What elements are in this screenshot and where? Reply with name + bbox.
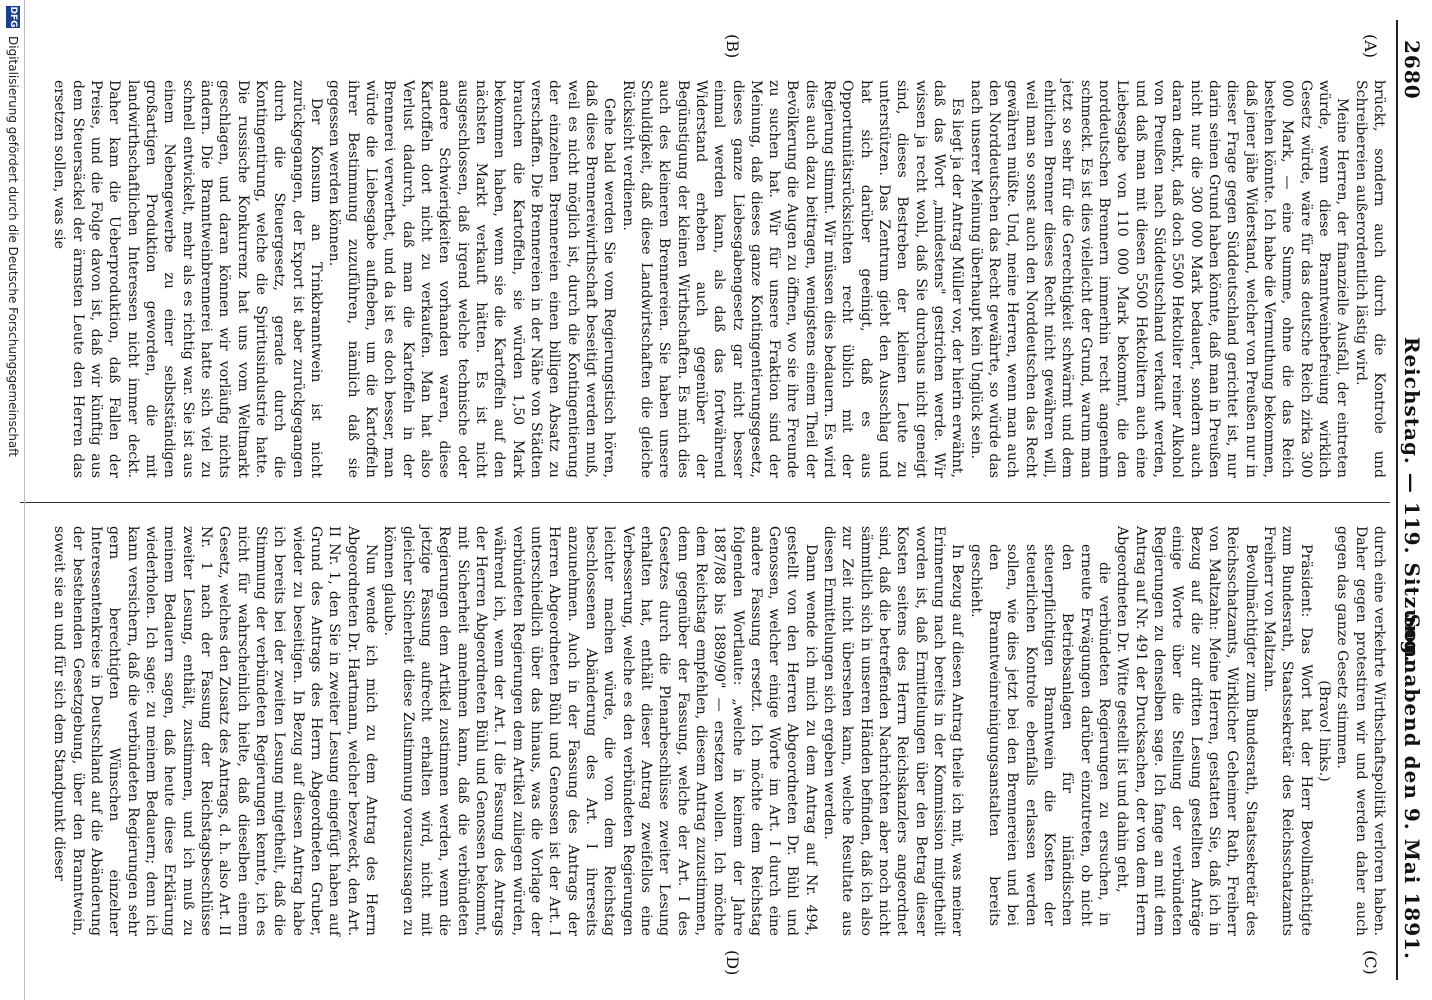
margin-marker-b: (B) bbox=[723, 34, 742, 59]
paragraph: Meine Herren, der finanzielle Ausfall, der eintreten würde, wenn diese Branntweinbefreiung wirklich Gesetz würde, wäre für das deutsche Reich zirka 300 000 Mark, — eine Summe, ohne die das Reich bestehen könnte. Ich habe die Vermuthung bekommen, daß jener jähe Widerstand, welcher von Preußen nur in dieser Frage gegen Süddeutschland gerichtet ist, nur darin seinen Grund haben könnte, daß man in Preußen nicht nur die 300 000 Mark bedauert, sondern auch daran denkt, daß doch 5500 Hektoliter reiner Alkohol von Preußen nach Süddeutschland verkauft werden, und daß man mit diesen 5500 Hektolitern auch eine Liebesgabe von 110 000 Mark bekommt, die den norddeutschen Brennern immerhin recht angenehm schmeckt. Es ist dies vielleicht der Grund, warum man jetzt so sehr für die Gerechtigkeit schwärmt und dem ehrlichen Brenner dieses Recht nicht gewähren will, weil man so sonst auch den Norddeutschen das Recht gewähren müßte. Und, meine Herren, wenn man auch den Norddeutschen das Recht gewährte, so würde das nach unserer Meinung überhaupt kein Unglück sein. bbox=[967, 80, 1351, 478]
margin-marker-c: (C) bbox=[1361, 950, 1380, 975]
paragraph: Es liegt ja der Antrag Müller vor, der hierin erwähnt, daß das Wort „mindestens" gestrichen werde. Wir wissen ja recht wohl, daß Sie durchaus nicht geneigt sind, dieses Bestreben der kleinen Leute zu unterstützen. Das Zentrum giebt den Ausschlag und hat sich darüber geeinigt, daß es aus Opportunitätsrücksichten recht üblich mit der Regierung stimmt. Wir müssen dies bedauern. Es wird dies auch dazu beitragen, wenigstens einem Theil der Bevölkerung die Augen zu öffnen, wo sie ihre Freunde zu suchen hat. Wir für unsere Fraktion sind der Meinung, daß dieses ganze Kontingentierungsgesetz, dieses ganze Liebesgabengesetz gar nicht besser einmal werden kann, als daß das fortwährend Widerstand erheben auch gegenüber der Begünstigung der kleinen Wirthschaften. Es mich dies auch des kleineren Brennereien. Sie haben unsere Schuldigkeit, daß diese Landwirtschaften die gleiche Rücksicht verdienen. bbox=[619, 80, 966, 478]
running-date: Sonnabend den 9. Mai 1891. bbox=[1400, 613, 1424, 960]
footer-credit-bar bbox=[0, 0, 25, 1000]
left-column bbox=[50, 80, 1388, 478]
margin-marker-a: (A) bbox=[1361, 34, 1380, 59]
paragraph: In Bezug auf diesen Antrag theile ich mit, was meiner Erinnerung nach bereits in der Kommission mitgetheilt worden ist, daß Ermittelungen über den Betrag dieser Kosten seitens des Herrn Reichskanzlers angeordnet sind, daß die betreffenden Nachrichten aber noch nicht sämmtlich sich in unseren Händen befinden, daß ich also zur Zeit nicht übersehen kann, welche Resultate aus diesen Ermittelungen sich ergeben werden. bbox=[821, 526, 966, 936]
paragraph: Dann wende ich mich zu dem Antrag auf Nr. 494, gestellt von den Herren Abgeordneten Dr. Bühl und Genossen, welcher einige Worte im Art. I durch eine andere Fassung ersetzt. Ich möchte dem Reichstag folgenden Wortlaute: „welche in keinem der Jahre 1887/88 bis 1889/90" — ersetzen wollen. Ich möchte dem Reichstag empfehlen, diesem Antrag zuzustimmen, denn gegenüber der Fassung, welche der Art. I des Gesetzes durch die Plenarbeschlüsse zweiter Lesung erhalten hat, enthält dieser Antrag zweifellos eine Verbesserung, welche es den verbündeten Regierungen leichter machen würde, die von dem Reichstag beschlossenen Abänderung des Art. I ihrerseits anzunehmen. Auch in der Fassung des Antrags der Herren Abgeordneten Bühl und Genossen ist der Art. I unterschiedlich über das hinaus, was die Vorlage der verbündeten Regierungen dem Artikel zuliegen würden, während ich, wenn der Art. I die Fassung des Antrags der Herren Abgeordneten Bühl und Genossen bekommt, mit Sicherheit annehmen kann, daß die verbündeten Regierungen dem Artikel zustimmen werden, wenn die jetzige Fassung aufrecht erhalten wird, nicht mit gleicher Sicherheit diese Zustimmung vorauszusagen zu können glaube. bbox=[381, 526, 819, 936]
page-number: 2680 bbox=[1400, 40, 1424, 100]
digitization-credit: Digitalisierung gefördert durch die Deutsche Forschungsgemeinschaft bbox=[6, 36, 20, 458]
column-divider bbox=[20, 502, 1390, 503]
paragraph: Nun wende ich mich zu dem Antrag des Herrn Abgeordneten Dr. Hartmann, welcher bezweckt, den Art. II Nr. 1, den Sie in zweiter Lesung eingefügt haben auf Grund des Antrags des Herrn Abgeordneten Gruber, wieder zu beseitigen. In Bezug auf diesen Antrag habe ich bereits bei der zweiten Lesung mitgetheilt, daß die Stimmung der verbündeten Regierungen kennte, ich es nicht für wahrscheinlich hielte, daß dieselben einem Gesetz, welches den Zusatz des Antrags, d. h. also Art. II Nr. 1 nach der Fassung der Reichstagsbeschlüsse zweiter Lesung, enthält, zustimmen, und ich muß zu meinem Bedauern sagen, daß heute diese Erklärung wiederholen. Ich sage: zu meinem Bedauern; denn ich kann versichern, daß die verbündeten Regierungen sehr gern berechtigten Wünschen einzelner Interessentenkreise in Deutschland auf die Abänderung der bestehenden Gesetzgebung, über den Branntwein, soweit sie an und für sich dem Standpunkt dieser bbox=[51, 526, 379, 936]
paragraph: Der Konsum an Trinkbranntwein ist nicht zurückgegangen, der Export ist aber zurückgegangen durch die Steuergesetz, gerade durch die Kontingentirung, welche die Spiritusindustrie hatte. Die russische Konkurrenz hat uns vom Weltmarkt geschlagen, und daran können wir vorläufig nichts ändern. Die Branntweinbrennerei hatte sich viel zu schnell entwickelt, mehr als es richtig war. Sie ist aus einem Nebengewerbe zu einer selbstständigen großartigen Produktion geworden, die mit landwirthschaftlichen Interessen nicht immer deckt. Daher kam die Ueberproduktion, daß Fallen der Preise, und die Folge davon ist, daß wir künftig aus dem Steuersäckel der ärmsten Leute den Herren das ersetzen sollen, was sie bbox=[51, 80, 324, 478]
quoted-motion: die verbündeten Regierungen zu ersuchen, in erneute Erwägungen darüber einzutreten, ob nicht den Betriebsanlagen für inländischen steuerpflichtigen Branntwein die Kosten der steuerlichen Kontrole ebenfalls erlassen werden sollen, wie dies jetzt bei den Brennereien und bei den Branntweinreinigungsanstalten bereits geschieht. bbox=[967, 544, 1113, 926]
paragraph: brückt, sondern auch durch die Kontrole und Schreibereien außerordentlich lästig wird. bbox=[1352, 80, 1387, 478]
speaker-paragraph: Präsident: Das Wort hat der Herr Bevollmächtigte zum Bundesrath, Staatssekretär des Reichsschatzamts Freiherr von Maltzahn. bbox=[1261, 526, 1314, 936]
paragraph: Gehe bald werden Sie vom Regierungstisch hören, daß diese Brennereiwirthschaft beseitigt werden muß, weil es nicht möglich ist, durch die Kontingentierung der einzelnen Brennereien einen billigen Absatz zu verschaffen. Die Brennereien in der Nähe von Städten brauchen die Kartoffeln, sie würden 1,50 Mark bekommen haben, wenn sie die Kartoffeln auf den nächsten Markt verkauft hätten. Es ist nicht ausgeschlossen, daß irgend welche technische oder andere Schwierigkeiten vorhanden waren, diese Kartoffeln dort nicht zu verkaufen. Man hat also Verlust dadurch, daß man die Kartoffeln in der Brennerei verwerthet, und da ist es doch besser, man würde die Liebesgabe aufheben, um die Kartoffeln ihrer Bestimmung zuzuführen, nämlich daß sie gegessen werden können. bbox=[326, 80, 618, 478]
speaker-paragraph: Bevollmächtigter zum Bundesrath, Staatssekretär des Reichsschatzamts, Wirklicher Geheimer Rath, Freiherr von Maltzahn: Meine Herren, gestatten Sie, daß ich in Bezug auf die zur dritten Lesung gestellten Anträge einige Worte über die Stellung der verbündeten Regierungen zu denselben sage. Ich fange an mit dem Antrag auf Nr. 491 der Drucksachen, der von dem Herrn Abgeordneten Dr. Witte gestellt ist und dahin geht, bbox=[1114, 526, 1259, 936]
margin-marker-d: (D) bbox=[723, 950, 742, 976]
page-header bbox=[1396, 20, 1426, 980]
running-title: Reichstag. — 119. Sitzung. bbox=[1400, 336, 1424, 664]
dfg-logo: DFG bbox=[8, 6, 18, 28]
applause-note: (Bravo! links.) bbox=[1316, 680, 1333, 782]
paragraph: durch eine verkehrte Wirthschaftspolitik verloren haben. Daher gegen protestiren wir und werden daher auch gegen das ganze Gesetz stimmen. bbox=[1334, 526, 1387, 936]
right-column bbox=[50, 526, 1388, 936]
